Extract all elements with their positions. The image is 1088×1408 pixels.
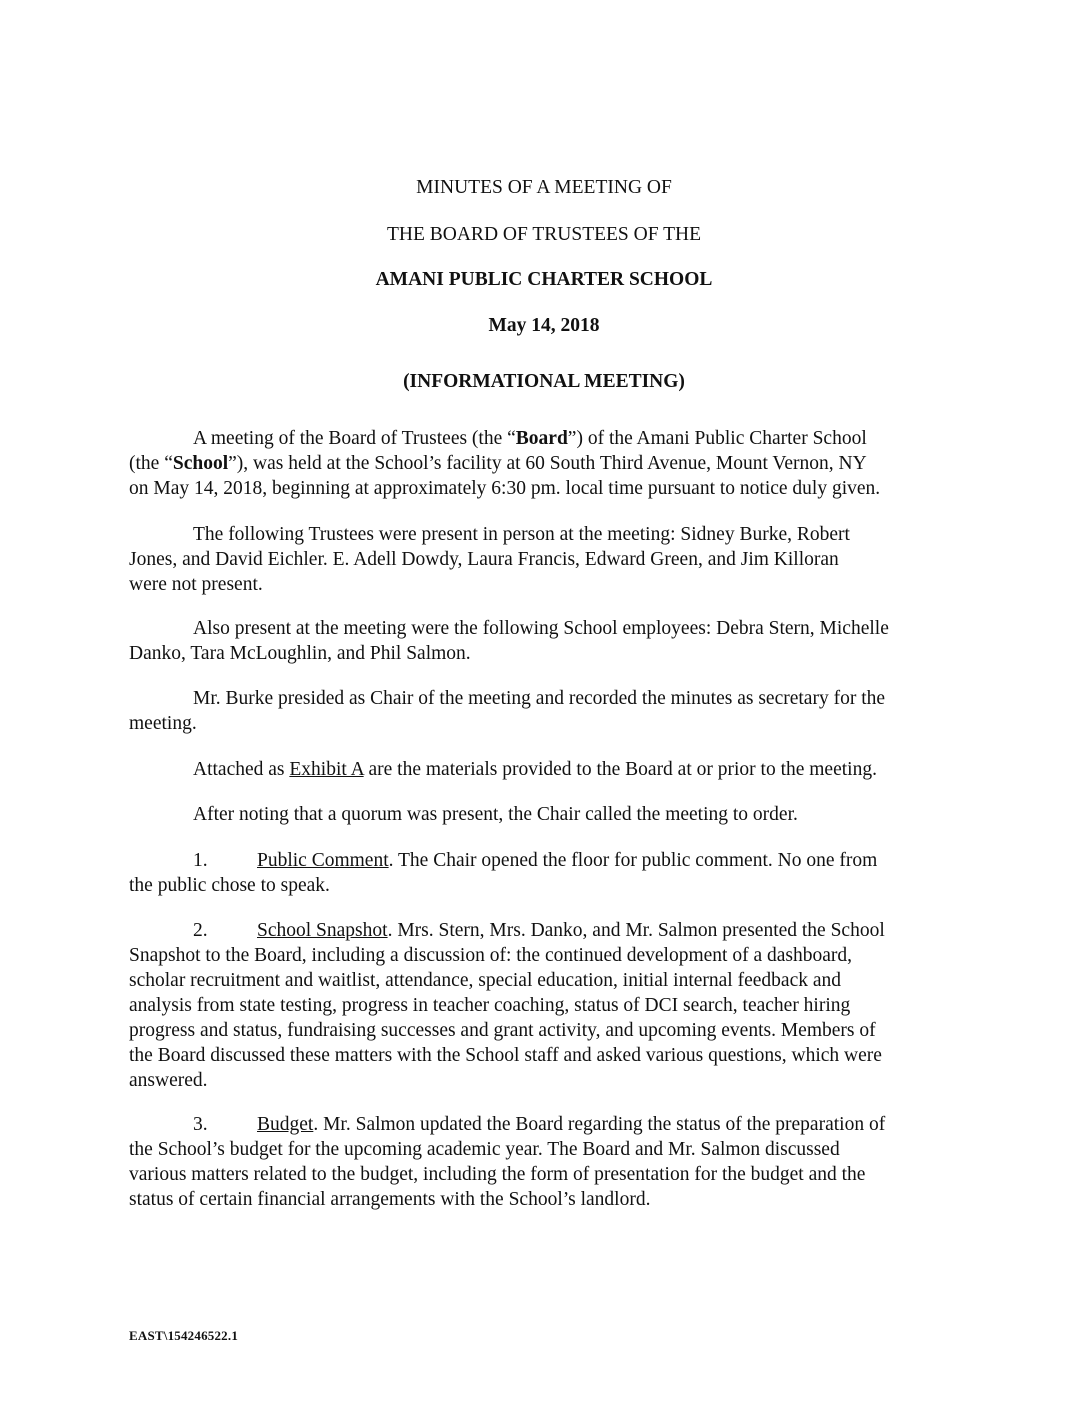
document-id-footer: EAST\154246522.1	[129, 1328, 239, 1343]
chair-paragraph: Mr. Burke presided as Chair of the meeting and recorded the minutes as secretary for the meeting.	[129, 688, 886, 734]
title-line-2: THE BOARD OF TRUSTEES OF THE	[386, 224, 702, 245]
trustees-paragraph: The following Trustees were present in person at the meeting: Sidney Burke, Robert Jones, and David Eichler. E. Adell Dowdy, Laura Francis, Edward Green, and Jim Killoran were not present.	[129, 524, 850, 595]
school-name: AMANI PUBLIC CHARTER SCHOOL	[375, 269, 713, 290]
title-line-1: MINUTES OF A MEETING OF	[416, 177, 672, 198]
meeting-date: May 14, 2018	[488, 315, 600, 336]
intro-paragraph: A meeting of the Board of Trustees (the “Board”) of the Amani Public Charter School (the “School”), was held at the School’s facility at 60 South Third Avenue, Mount Vernon, NY on May 14, 2018, beginning at approximately 6:30 pm. local time pursuant to notice duly given.	[129, 428, 881, 499]
item-title: Public Comment	[257, 850, 389, 871]
quorum-paragraph: After noting that a quorum was present, the Chair called the meeting to order.	[193, 804, 798, 825]
exhibit-paragraph: Attached as Exhibit A are the materials provided to the Board at or prior to the meeting.	[193, 759, 877, 780]
item-title: School Snapshot	[257, 920, 388, 941]
exhibit-a-link: Exhibit A	[289, 759, 364, 780]
item-title: Budget	[257, 1114, 314, 1135]
item-public-comment: 1. Public Comment. The Chair opened the floor for public comment. No one from the public chose to speak.	[129, 850, 878, 896]
meeting-type: (INFORMATIONAL MEETING)	[403, 371, 685, 392]
item-school-snapshot: 2. School Snapshot. Mrs. Stern, Mrs. Danko, and Mr. Salmon presented the School Snapshot to the Board, including a discussion of: the continued development of a dashboard, scholar recruitment and waitlist, attendance, special education, initial internal feedback and analysis from state testing, progress in teacher coaching, status of DCI search, teacher hiring progress and status, fundraising successes and grant activity, and upcoming events. Members of the Board discussed these matters with the School staff and asked various questions, which were answered.	[129, 920, 885, 1091]
item-budget: 3. Budget. Mr. Salmon updated the Board regarding the status of the preparation of the School’s budget for the upcoming academic year. The Board and Mr. Salmon discussed various matters related to the budget, including the form of presentation for the budget and the status of certain financial arrangements with the School’s landlord.	[129, 1114, 886, 1210]
employees-paragraph: Also present at the meeting were the following School employees: Debra Stern, Michelle Danko, Tara McLoughlin, and Phil Salmon.	[129, 618, 889, 664]
